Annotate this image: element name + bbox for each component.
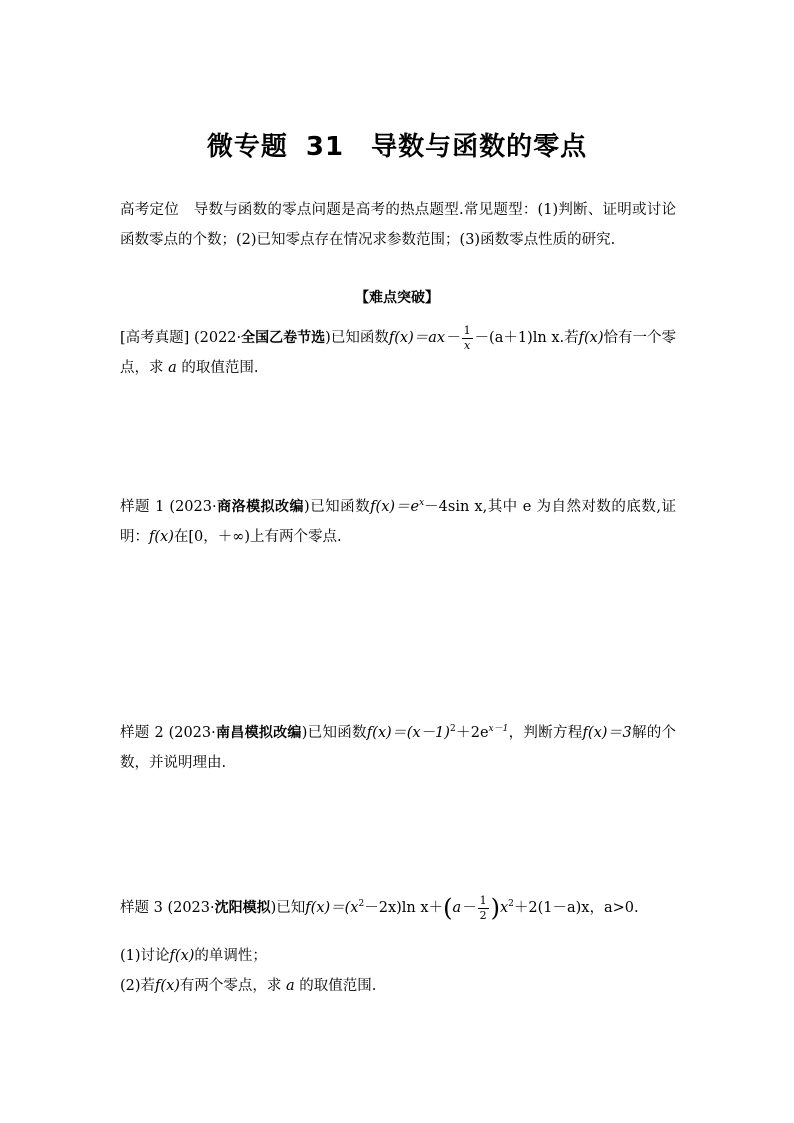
sample1-function: f(x)＝e [370, 499, 420, 515]
exam-tag: [高考真题] [120, 330, 190, 346]
sample2-source: 南昌模拟改编 [215, 725, 302, 741]
intro-text: 导数与函数的零点问题是高考的热点题型.常见题型：(1)判断、证明或讨论函数零点的个数；(2)已知零点存在情况求参数范围；(3)函数零点性质的研究. [120, 202, 677, 248]
sample-problem-3: 样题 3 (2023·沈阳模拟)已知$f(x)=(x^2-2x)\ln$ x＋(a－ $\frac{1}{2}$ )$x^2+2(1-a)x$，a>0. [120, 893, 639, 922]
sample2-label: 样题 2 [120, 725, 164, 741]
sample1-label: 样题 1 [120, 499, 165, 515]
exam-function: f(x)＝ax－ [388, 330, 460, 346]
fraction: $\frac{1}{2}$ [479, 893, 487, 922]
exam-problem: [高考真题] (2022·全国乙卷节选)已知函数f(x)＝ax－ $\frac{1}{x}$ －(a＋1)ln x.若f(x)恰有一个零点，求 a 的取值范围. [120, 323, 677, 376]
intro-paragraph [120, 195, 676, 255]
sample3-label: 样题 3 [120, 900, 163, 916]
sample1-source: 商洛模拟改编 [216, 499, 305, 515]
sample3-part2: (2)若f(x)有两个零点，求 a 的取值范围. [120, 978, 377, 994]
fraction: $\frac{1}{x}$ [463, 323, 471, 352]
sample-problem-1: 样题 1 (2023·商洛模拟改编)已知函数$f(x)=e^x-4\sin$ x,其中 e 为自然对数的底数,证明：f(x)在[0，＋∞)上有两个零点. [120, 498, 676, 545]
sample3-function: f(x)＝(x [305, 900, 359, 916]
exam-source: 全国乙卷节选 [241, 330, 326, 346]
sample3-part1: (1)讨论f(x)的单调性； [120, 948, 267, 964]
sample3-source: 沈阳模拟 [214, 900, 271, 916]
section-heading: 【难点突破】 [355, 290, 439, 306]
sample2-function: f(x)＝(x－1) [366, 725, 450, 741]
intro-label: 高考定位 [120, 202, 179, 218]
page-title: 微专题 31 导数与函数的零点 [206, 132, 588, 162]
sample-problem-2: 样题 2 (2023·南昌模拟改编)已知函数$f(x)=(x-1)^2+2e^{x-1}$，判断方程f(x)＝3解的个数，并说明理由. [120, 724, 677, 771]
